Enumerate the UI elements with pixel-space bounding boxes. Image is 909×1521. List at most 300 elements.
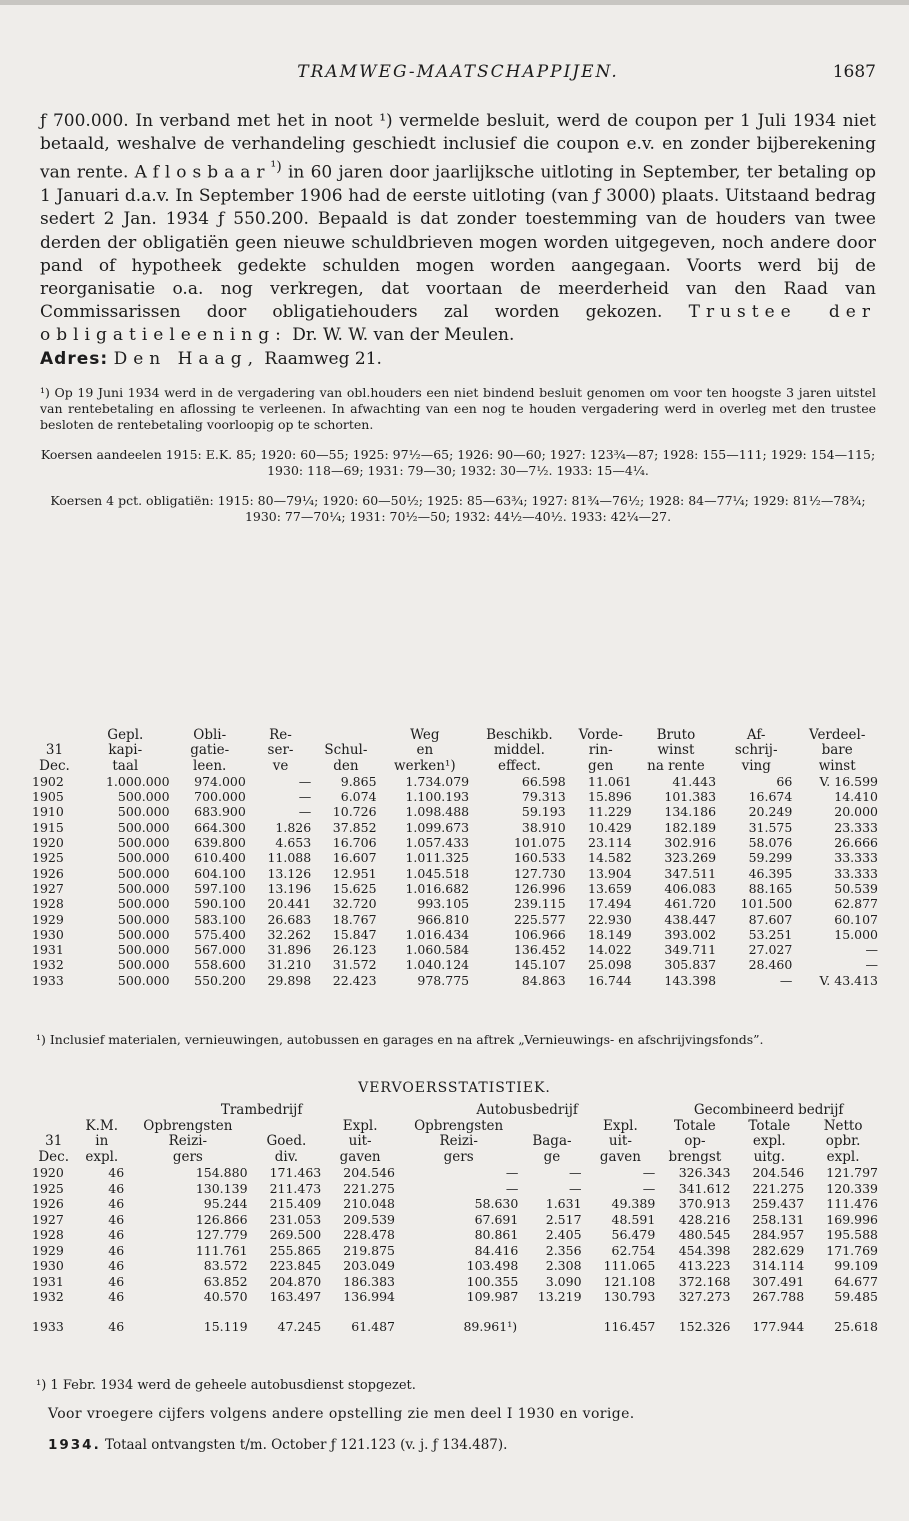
table-cell: 31.210 xyxy=(267,957,312,973)
year-cell: 1932 xyxy=(32,1289,64,1304)
table-cell: 223.845 xyxy=(269,1258,322,1273)
koersen-aandeelen xyxy=(40,447,876,479)
financial-table-head xyxy=(30,728,880,774)
text-p1: ƒ 700.000. In verband met het in noot ¹) vermelde besluit, werd de coupon per 1 Juli 1934 niet betaald, weshalve de verhandeling geschiedt inclusief die coupon e.v. en zonder bijberekening van rente. xyxy=(40,111,876,184)
column-header: en xyxy=(416,742,434,759)
table-cell: 15.119 xyxy=(203,1318,248,1334)
column-header: Opbrengsten xyxy=(414,1117,504,1134)
table-row xyxy=(30,804,880,819)
table-cell: 100.355 xyxy=(466,1273,519,1289)
table-cell: 700.000 xyxy=(194,789,246,805)
vervoer-row xyxy=(30,1274,880,1290)
column-header: gers xyxy=(443,1148,474,1165)
table-cell: 4.653 xyxy=(275,835,312,851)
column-header: gatie- xyxy=(190,742,230,759)
year-cell: 1931 xyxy=(32,942,64,958)
table-cell: 683.900 xyxy=(194,804,246,820)
column-header xyxy=(30,1119,77,1135)
column-header: leen. xyxy=(193,757,227,774)
table-cell: 23.333 xyxy=(834,819,878,835)
column-header: Weg xyxy=(410,727,440,743)
table-cell: — xyxy=(298,773,312,789)
column-header: gaven xyxy=(339,1148,381,1165)
table-cell: 89.961¹) xyxy=(463,1318,518,1334)
column-header: 31 xyxy=(45,1133,63,1149)
table-cell: 347.511 xyxy=(664,865,717,881)
table-cell: 550.200 xyxy=(194,972,246,988)
table-cell: 66 xyxy=(776,773,793,789)
table-cell: 40.570 xyxy=(203,1289,248,1304)
table-cell: 62.877 xyxy=(834,896,878,912)
table-cell: 13.219 xyxy=(537,1289,582,1304)
table-cell: V. 43.413 xyxy=(819,972,878,988)
table-cell: 314.114 xyxy=(752,1258,805,1273)
table-cell: 15.847 xyxy=(332,926,377,942)
table-header-row xyxy=(30,728,880,743)
table-cell: 255.865 xyxy=(269,1242,322,1258)
table-cell: 145.107 xyxy=(513,957,566,973)
year-cell: 1915 xyxy=(32,819,64,835)
column-header: Baga- xyxy=(532,1133,572,1149)
table-row xyxy=(30,957,880,972)
table-cell: 11.229 xyxy=(588,804,632,820)
trustee-label: Trustee der obligatieleening: xyxy=(40,302,876,346)
table-cell: 6.074 xyxy=(340,789,377,805)
column-header: effect. xyxy=(497,757,541,774)
table-cell: 25.618 xyxy=(834,1318,878,1334)
column-header: Obli- xyxy=(193,727,227,743)
table-row xyxy=(30,912,880,927)
table-cell: 169.996 xyxy=(826,1211,878,1227)
table-cell: 49.389 xyxy=(611,1196,656,1211)
body-text xyxy=(40,110,876,525)
table-cell: 1.734.079 xyxy=(405,773,470,789)
table-cell: 1.040.124 xyxy=(405,957,470,973)
vervoer-row xyxy=(30,1258,880,1274)
table-cell: 121.797 xyxy=(826,1165,878,1180)
table-cell: 84.863 xyxy=(521,972,566,988)
table-cell: 10.429 xyxy=(588,819,632,835)
table-cell: 50.539 xyxy=(834,880,878,896)
year-cell: 1920 xyxy=(32,1165,64,1180)
table-cell: 974.000 xyxy=(194,773,246,789)
table-cell: 26.683 xyxy=(267,911,312,927)
table-row xyxy=(30,942,880,957)
table-cell: 13.126 xyxy=(267,865,312,881)
table-cell: 10.726 xyxy=(332,804,377,820)
table-cell: 29.898 xyxy=(267,972,312,988)
column-header: Bruto xyxy=(656,727,696,743)
table-cell: 46.395 xyxy=(748,865,793,881)
table-cell: 109.987 xyxy=(466,1289,519,1304)
table-cell: 500.000 xyxy=(117,789,170,805)
table-cell: 1.100.193 xyxy=(405,789,470,805)
table-cell: 41.443 xyxy=(672,773,717,789)
column-header: Netto xyxy=(823,1117,863,1134)
table-cell: 14.022 xyxy=(588,942,632,958)
table-cell: 9.865 xyxy=(340,773,377,789)
table-cell: 16.744 xyxy=(588,972,632,988)
table-cell: 182.189 xyxy=(664,819,717,835)
column-header: 31 xyxy=(45,742,64,759)
vervoer-footnote: ¹) 1 Febr. 1934 werd de geheele autobusdienst stopgezet. xyxy=(36,1378,416,1393)
year-cell: 1905 xyxy=(32,789,64,805)
table-cell: 27.027 xyxy=(748,942,793,958)
table-cell: 1.060.584 xyxy=(405,942,470,958)
koersen-aandeelen-values: 1915: E.K. 85; 1920: 60—55; 1925: 97½—65; 1926: 90—60; 1927: 123¾—87; 1928: 155—111; 1929: 154—115; 1930: 118—69; 1931: 79—30; 1932: 30—7½. 1933: 15—4¼. xyxy=(161,446,876,478)
table-cell: 171.769 xyxy=(826,1242,878,1258)
table-cell: 15.000 xyxy=(834,926,878,942)
table-cell: 500.000 xyxy=(117,865,170,881)
table-cell: 18.767 xyxy=(332,911,377,927)
table-cell: 177.944 xyxy=(752,1318,805,1334)
table-cell: 258.131 xyxy=(752,1211,805,1227)
vervoer-row xyxy=(30,1289,880,1305)
table-cell: 2.517 xyxy=(545,1211,582,1227)
totaal-year: 1934. xyxy=(48,1437,101,1453)
column-header: uit- xyxy=(348,1133,372,1149)
vervoer-header-row xyxy=(30,1119,880,1135)
table-cell: 219.875 xyxy=(343,1242,395,1258)
financial-table-body xyxy=(30,774,880,988)
table-row xyxy=(30,866,880,881)
table-cell: 1.045.518 xyxy=(405,865,470,881)
table-cell: 46 xyxy=(108,1258,125,1273)
column-header: gaven xyxy=(599,1148,641,1165)
financial-table xyxy=(30,728,880,988)
column-header: ve xyxy=(272,757,289,774)
koersen-obligaties-label: Koersen 4 pct. obligatiën: xyxy=(50,492,214,508)
table-cell: 500.000 xyxy=(117,911,170,927)
column-header xyxy=(520,1119,583,1135)
table-cell: 60.107 xyxy=(834,911,878,927)
table-row xyxy=(30,820,880,835)
vervoer-row-1933 xyxy=(30,1319,880,1335)
table-cell: 22.423 xyxy=(332,972,377,988)
table-cell: 20.000 xyxy=(834,804,878,820)
table-cell: 127.730 xyxy=(513,865,566,881)
voor-note: Voor vroegere cijfers volgens andere opstelling zie men deel I 1930 en vorige. xyxy=(48,1406,635,1422)
table-row xyxy=(30,927,880,942)
column-header: expl. xyxy=(85,1148,119,1165)
table-cell: 349.711 xyxy=(664,942,717,958)
table-cell: 18.149 xyxy=(588,926,632,942)
table-cell: 59.485 xyxy=(834,1289,878,1304)
table-cell: 134.186 xyxy=(664,804,717,820)
table-footnote: ¹) Inclusief materialen, vernieuwingen, autobussen en garages en na aftrek „Vernieuwings- en afschrijvingsfonds”. xyxy=(36,1032,764,1047)
year-cell: 1928 xyxy=(32,896,64,912)
table-cell: — xyxy=(642,1165,656,1180)
table-cell: 590.100 xyxy=(194,896,246,912)
koersen-obligaties-values: 1915: 80—79¼; 1920: 60—50½; 1925: 85—63¾; 1927: 81¾—76½; 1928: 84—77¼; 1929: 81½—78¾; 1930: 77—70¼; 1931: 70½—50; 1932: 44½—40½. 1933: 42¼—27. xyxy=(213,492,866,524)
table-cell: 500.000 xyxy=(117,972,170,988)
table-cell: 11.061 xyxy=(588,773,632,789)
table-cell: 79.313 xyxy=(521,789,566,805)
table-cell: 17.494 xyxy=(588,896,632,912)
table-cell: — xyxy=(505,1180,519,1196)
table-header-row xyxy=(30,759,880,774)
table-cell: 62.754 xyxy=(611,1242,656,1258)
column-header: werken¹) xyxy=(394,757,456,774)
column-header: schrij- xyxy=(734,742,778,759)
column-header: opbr. xyxy=(825,1133,861,1149)
vervoer-row xyxy=(30,1181,880,1197)
vervoer-row xyxy=(30,1243,880,1259)
aflosbaar-label: Aflosbaar xyxy=(134,163,271,184)
table-cell: 101.383 xyxy=(664,789,717,805)
group-tram: Trambedrijf xyxy=(220,1102,303,1118)
table-cell: 370.913 xyxy=(678,1196,731,1211)
column-header: na rente xyxy=(647,757,705,774)
year-cell: 1927 xyxy=(32,880,64,896)
column-header: Totale xyxy=(748,1117,791,1134)
column-header: den xyxy=(333,757,359,774)
column-header: rin- xyxy=(588,742,613,759)
table-cell: 204.546 xyxy=(343,1165,395,1180)
table-cell: — xyxy=(569,1165,582,1180)
year-cell: 1902 xyxy=(32,773,64,789)
table-cell: 326.343 xyxy=(678,1165,731,1180)
table-cell: 269.500 xyxy=(269,1227,322,1242)
paragraph-main xyxy=(40,110,876,348)
column-header: bare xyxy=(821,742,853,759)
top-border xyxy=(0,0,909,5)
table-cell: 111.476 xyxy=(826,1196,878,1211)
table-cell: 1.016.682 xyxy=(405,880,470,896)
table-cell: 59.299 xyxy=(748,850,793,866)
column-header: Beschikb. xyxy=(486,727,553,743)
table-cell: 1.057.433 xyxy=(405,835,470,851)
table-cell: — xyxy=(865,942,878,958)
column-header: expl. xyxy=(752,1133,786,1149)
table-cell: 20.249 xyxy=(748,804,793,820)
vervoer-title: VERVOERSSTATISTIEK. xyxy=(358,1080,551,1096)
table-cell: 393.002 xyxy=(664,926,717,942)
table-cell: 639.800 xyxy=(194,835,246,851)
table-cell: 47.245 xyxy=(277,1318,322,1334)
table-cell: 231.053 xyxy=(269,1211,322,1227)
table-cell: 1.099.673 xyxy=(405,819,470,835)
vervoer-header-row xyxy=(30,1150,880,1166)
year-cell: 1926 xyxy=(32,1196,64,1211)
table-cell: — xyxy=(569,1180,582,1196)
year-cell: 1933 xyxy=(32,972,64,988)
table-header-row xyxy=(30,743,880,758)
column-header: op- xyxy=(684,1133,706,1149)
table-cell: 46 xyxy=(108,1165,125,1180)
table-cell: 259.437 xyxy=(752,1196,805,1211)
table-cell: 130.793 xyxy=(603,1289,656,1304)
adres-city: Den Haag, xyxy=(113,348,259,369)
column-header: Opbrengsten xyxy=(143,1117,233,1134)
table-cell: 66.598 xyxy=(521,773,566,789)
table-cell: 120.339 xyxy=(826,1180,878,1196)
table-cell: 978.775 xyxy=(417,972,470,988)
table-cell: 210.048 xyxy=(343,1196,395,1211)
table-cell: 500.000 xyxy=(117,850,170,866)
column-header: uitg. xyxy=(753,1148,785,1165)
table-cell: 2.356 xyxy=(545,1242,582,1258)
table-cell: 136.994 xyxy=(343,1289,395,1304)
table-cell: 116.457 xyxy=(603,1318,656,1334)
table-cell: 152.326 xyxy=(678,1318,731,1334)
table-cell: 597.100 xyxy=(194,880,246,896)
table-cell: 282.629 xyxy=(752,1242,805,1258)
year-cell: 1930 xyxy=(32,1258,64,1273)
year-cell: 1931 xyxy=(32,1273,64,1289)
table-cell: 163.497 xyxy=(269,1289,322,1304)
table-cell: 15.896 xyxy=(588,789,632,805)
table-row xyxy=(30,850,880,865)
column-header: Expl. xyxy=(342,1117,378,1134)
column-header: middel. xyxy=(493,742,545,759)
table-cell: 341.612 xyxy=(678,1180,731,1196)
adres-label: Adres: xyxy=(40,348,109,369)
group-gecombineerd: Gecombineerd bedrijf xyxy=(693,1102,844,1118)
table-row xyxy=(30,789,880,804)
table-cell: 143.398 xyxy=(664,972,717,988)
table-cell: 1.000.000 xyxy=(105,773,170,789)
column-header: Reizi- xyxy=(439,1133,478,1149)
table-cell: 154.880 xyxy=(195,1165,248,1180)
table-cell: 16.674 xyxy=(748,789,793,805)
table-cell: 31.575 xyxy=(748,819,793,835)
table-cell: 209.539 xyxy=(343,1211,395,1227)
table-cell: 38.910 xyxy=(521,819,566,835)
column-header: brengst xyxy=(668,1148,722,1165)
table-cell: 99.109 xyxy=(834,1258,878,1273)
table-cell: 2.405 xyxy=(545,1227,582,1242)
koersen-aandeelen-label: Koersen aandeelen xyxy=(40,446,162,462)
column-header: Vorde- xyxy=(578,727,623,743)
vervoer-row xyxy=(30,1196,880,1212)
column-header: Dec. xyxy=(39,757,70,774)
table-row xyxy=(30,896,880,911)
table-cell: — xyxy=(298,789,312,805)
column-header xyxy=(313,728,378,743)
table-cell: 221.275 xyxy=(343,1180,395,1196)
table-cell: 413.223 xyxy=(678,1258,731,1273)
table-cell: 121.108 xyxy=(603,1273,656,1289)
table-cell: 101.500 xyxy=(740,896,793,912)
table-cell: 203.049 xyxy=(343,1258,395,1273)
table-cell: 225.577 xyxy=(513,911,566,927)
table-cell: 500.000 xyxy=(117,896,170,912)
table-cell: 13.659 xyxy=(588,880,632,896)
table-cell: 31.572 xyxy=(332,957,377,973)
table-cell: 327.273 xyxy=(678,1289,731,1304)
table-cell: 56.479 xyxy=(611,1227,656,1242)
table-cell: — xyxy=(865,957,878,973)
column-header: gen xyxy=(588,757,614,774)
table-cell: 664.300 xyxy=(194,819,246,835)
text-p1b: in 60 jaren door jaarlijksche uitloting in September, ter betaling op 1 Januari d.a.v. In September 1906 had de eerste uitloting (van ƒ 3000) plaats. Uitstaand bedrag sedert 2 Jan. 1934 ƒ 550.200. Bepaald is dat zonder toestemming van de houders van twee derden der obligatiën geen nieuwe schuldbrieven mogen worden uitgegeven, noch andere door pand of hypotheek gedekte schulden mogen worden aangegaan. Voorts werd bij de reorganisatie o.a. nog verkregen, dat voortaan de meerderheid van den Raad van Commissarissen door obligatiehouders zal worden gekozen. xyxy=(40,163,876,323)
table-row xyxy=(30,881,880,896)
totaal-text: Totaal ontvangsten t/m. October ƒ 121.123 (v. j. ƒ 134.487). xyxy=(100,1437,508,1453)
column-header: in xyxy=(95,1133,109,1149)
table-cell: 284.957 xyxy=(752,1227,805,1242)
table-cell: 500.000 xyxy=(117,942,170,958)
table-cell: 53.251 xyxy=(748,926,793,942)
table-cell: 106.966 xyxy=(513,926,566,942)
column-header: Dec. xyxy=(38,1148,70,1165)
year-cell: 1929 xyxy=(32,1242,64,1258)
table-cell: 126.866 xyxy=(195,1211,248,1227)
column-header: K.M. xyxy=(85,1117,119,1134)
table-cell: 16.706 xyxy=(332,835,377,851)
table-cell: 25.098 xyxy=(588,957,632,973)
vervoer-header-row xyxy=(30,1134,880,1150)
table-cell: 31.896 xyxy=(267,942,312,958)
group-autobus: Autobusbedrijf xyxy=(476,1102,578,1118)
footnote-1: ¹) Op 19 Juni 1934 werd in de vergadering van obl.houders een niet bindend besluit genomen om voor ten hoogste 3 jaren uitstel van rentebetaling en aflossing te verleenen. In afwachting van een nog te houden vergadering werd in overleg met den trustee besloten de rentebetaling voorloopig op te schorten. xyxy=(40,384,876,432)
table-cell: 37.852 xyxy=(332,819,377,835)
table-cell: 14.582 xyxy=(588,850,632,866)
vervoer-row xyxy=(30,1212,880,1228)
table-cell: 2.308 xyxy=(545,1258,582,1273)
table-cell: 204.546 xyxy=(752,1165,805,1180)
column-header: Goed. xyxy=(266,1133,307,1149)
table-cell: 406.083 xyxy=(664,880,717,896)
table-cell: 966.810 xyxy=(417,911,470,927)
table-cell: 83.572 xyxy=(203,1258,248,1273)
column-header: gers xyxy=(172,1148,203,1165)
year-cell: 1930 xyxy=(32,926,64,942)
vervoer-table-head xyxy=(30,1103,880,1165)
table-cell: 1.826 xyxy=(275,819,312,835)
table-cell: 127.779 xyxy=(195,1227,248,1242)
table-cell: 267.788 xyxy=(752,1289,805,1304)
table-cell: 32.262 xyxy=(267,926,312,942)
vervoer-table xyxy=(30,1103,880,1334)
column-header: ser- xyxy=(267,742,294,759)
table-cell: 302.916 xyxy=(664,835,717,851)
table-cell: 13.904 xyxy=(588,865,632,881)
column-header: Verdeel- xyxy=(808,727,866,743)
table-cell: 58.076 xyxy=(748,835,793,851)
table-cell: 111.761 xyxy=(195,1242,248,1258)
table-cell: 558.600 xyxy=(194,957,246,973)
page-header xyxy=(40,62,876,86)
table-cell: 1.098.488 xyxy=(405,804,470,820)
year-cell: 1925 xyxy=(32,850,64,866)
table-cell: 28.460 xyxy=(748,957,793,973)
table-cell: 58.630 xyxy=(474,1196,519,1211)
year-cell: 1926 xyxy=(32,865,64,881)
table-cell: — xyxy=(642,1180,656,1196)
year-cell: 1933 xyxy=(32,1318,64,1334)
table-cell: 500.000 xyxy=(117,880,170,896)
table-row xyxy=(30,973,880,988)
vervoer-row xyxy=(30,1165,880,1181)
spacer-row xyxy=(30,1305,880,1319)
table-cell: 228.478 xyxy=(343,1227,395,1242)
table-cell: 575.400 xyxy=(194,926,246,942)
table-cell: — xyxy=(779,972,793,988)
table-cell: V. 16.599 xyxy=(819,773,878,789)
totaal-line xyxy=(48,1437,507,1453)
column-header: Totale xyxy=(673,1117,716,1134)
table-cell: 95.244 xyxy=(203,1196,248,1211)
table-cell: 67.691 xyxy=(474,1211,519,1227)
year-cell: 1929 xyxy=(32,911,64,927)
column-header: winst xyxy=(818,757,856,774)
table-cell: 567.000 xyxy=(194,942,246,958)
table-cell: 46 xyxy=(108,1211,125,1227)
table-cell: 186.383 xyxy=(343,1273,395,1289)
table-row xyxy=(30,835,880,850)
table-cell: 46 xyxy=(108,1227,125,1242)
